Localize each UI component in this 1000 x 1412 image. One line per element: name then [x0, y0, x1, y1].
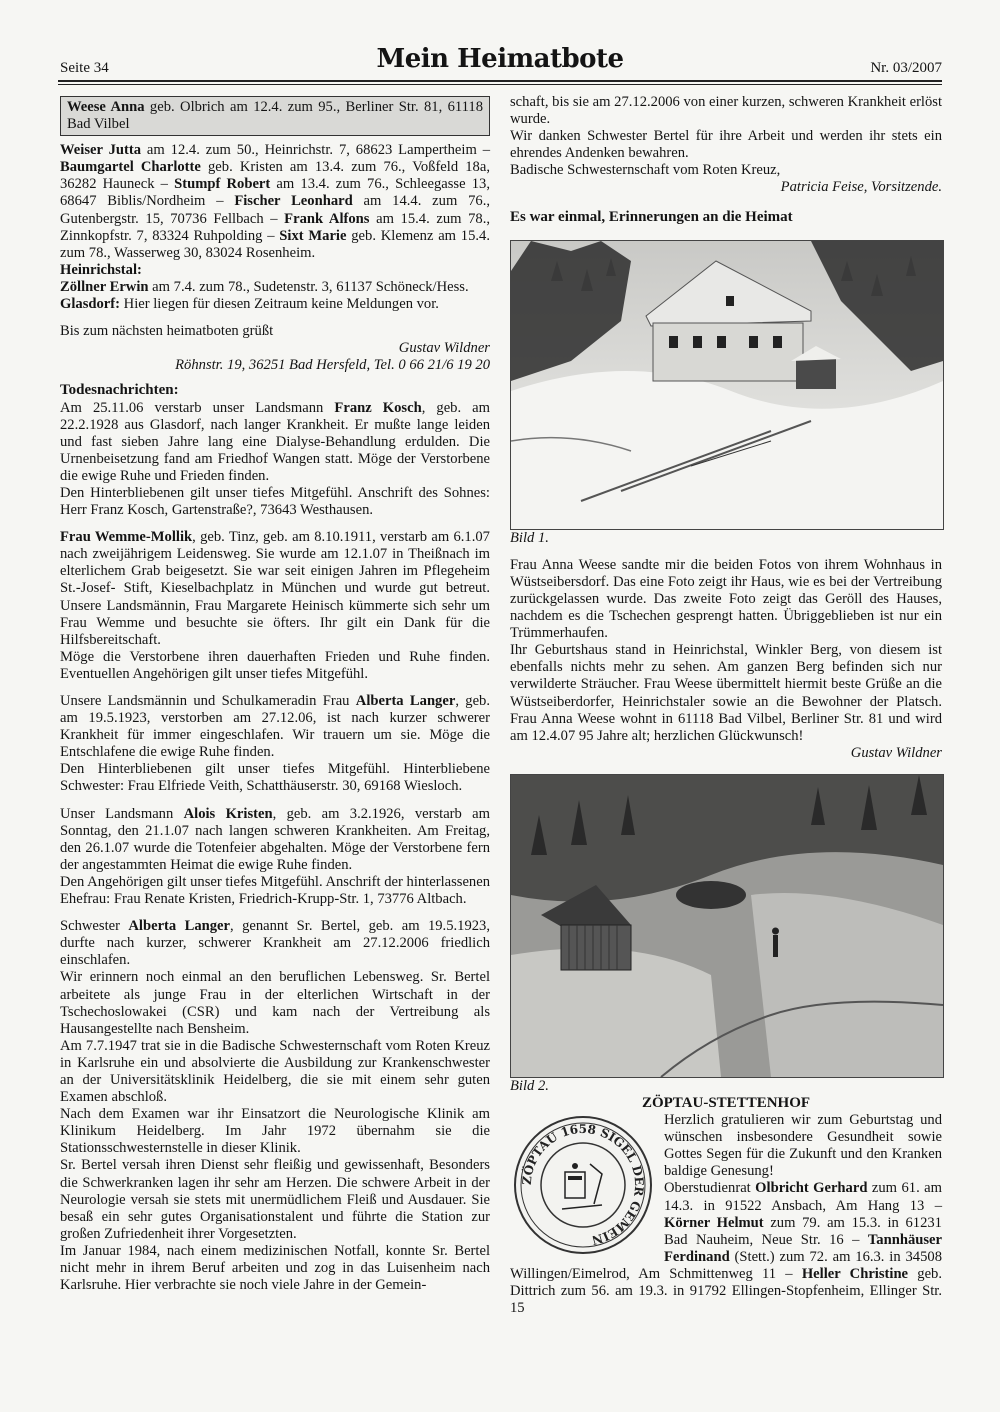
- memories-signature: Gustav Wildner: [850, 744, 942, 761]
- heinrichstal-heading: Heinrichstal:: [60, 261, 142, 278]
- glasdorf-entry: [60, 296, 490, 313]
- photo-ruins: [510, 774, 944, 1078]
- header-rule-thin: [58, 84, 942, 85]
- person-name: Baumgartel Charlotte: [60, 159, 201, 176]
- text: Schwester: [60, 918, 129, 935]
- bertel-paragraph-4: Sr. Bertel versah ihren Dienst sehr fleißig und gewissenhaft, Besonders die Schwerkranken lagen ihr sehr am Herzen. Die schwere Arbeit in der Neurologie versah sie stets mit unermüdlichem Fleiß und Ausdauer. Sie besaß ein sehr gutes Organisationstalent und führte die Station zur großen Zufriedenheit ihrer Vorgesetzten.: [60, 1157, 490, 1242]
- person-name: Weiser Jutta: [60, 142, 142, 159]
- person-name: Alberta Langer: [355, 693, 456, 709]
- town-seal-icon: [510, 1114, 656, 1256]
- text: Am 25.11.06 verstarb unser Landsmann: [60, 399, 335, 416]
- text: , genannt Sr. Bertel, geb. am 19.5.1923, durfte nach kurzer, schwerer Krankheit am 27.12.2006 friedlich einschlafen.: [60, 918, 490, 969]
- masthead-title: Mein Heimatbote: [376, 44, 624, 74]
- obituary-kristen: [60, 806, 490, 874]
- text: , geb. am 3.2.1926, verstarb am Sonntag, den 21.1.07 nach langen schweren Krankheiten. Am Freitag, den 26.1.07 wurde die Totenfeier abgehalten. Möge der Verstorbene fern der angestammten Heimat die ewige Ruhe finden.: [60, 805, 490, 873]
- memories-heading: Es war einmal, Erinnerungen an die Heimat: [510, 208, 793, 225]
- photo-caption-1: Bild 1.: [510, 529, 549, 546]
- heinrichstal-entry: [60, 279, 490, 296]
- bertel-paragraph-5: Im Januar 1984, nach einem medizinischen Notfall, konnte Sr. Bertel nicht mehr in ihrem Beruf arbeiten und zog in das Luisenheim nach Karlsruhe. Hier verbrachte sie noch viele Jahre in der Gemein-: [60, 1242, 490, 1294]
- organization-signature: Patricia Feise, Vorsitzende.: [780, 179, 942, 196]
- text: Unsere Landsmännin und Schulkameradin Frau: [60, 693, 356, 709]
- text: zum 79. am 15.3. in 61231 Bad Nauheim, Neue Str. 16 –: [664, 1214, 942, 1248]
- bertel-thanks: Wir danken Schwester Bertel für ihre Arbeit und werden ihr stets ein ehrendes Andenken bewahren.: [510, 128, 942, 162]
- left-column: [60, 94, 490, 1294]
- person-details: am 12.4. zum 50., Heinrichstr. 7, 68623 Lampertheim –: [141, 142, 490, 159]
- obituary-langer: [60, 693, 490, 761]
- memories-paragraph-2: Ihr Geburtshaus stand in Heinrichstal, Winkler Berg, von diesem ist ebenfalls nichts mehr zu sehen. Am ganzen Berg befinden sich nur verwilderte Sträucher. Frau Weese übermittelt hiermit beste Grüße an die Wüstseiberdorfer, Heinrichstaler sowie an die Bewohner der Platsch. Frau Anna Weese wohnt in 61118 Bad Vilbel, Berliner Str. 81 und wird am 12.4.07 95 Jahre alt; herzlichen Glückwunsch!: [510, 642, 942, 744]
- text: Unser Landsmann: [60, 805, 184, 822]
- person-details: geb. Kristen am 13.4. zum 76., Voßfeld 18a, 36282 Hauneck –: [60, 159, 490, 193]
- person-name: Tannhäuser Ferdinand: [664, 1231, 942, 1265]
- person-name: Franz Kosch: [334, 399, 422, 416]
- issue-number: Nr. 03/2007: [870, 60, 942, 76]
- text: , geb. Tinz, geb. am 8.10.1911, verstarb am 6.1.07 nach zweijährigem Leidensweg. Sie wurde am 12.1.07 in Theißnach im elterlichem Grab beigesetzt. Sie war seit einigen Jahren im Pflegeheim St.-Josef- Stift, Kieselbachplatz in München und wurde gut betreut. Unsere Landsmännin, Frau Margarete Heinisch kümmerte sich sehr um Frau Wemme und besuchte sie öfters. Ihr gilt ein Dank für die Hilfsbereitschaft.: [60, 529, 490, 648]
- person-name: Alois Kristen: [183, 805, 273, 822]
- obituary-kosch-address: Den Hinterbliebenen gilt unser tiefes Mitgefühl. Anschrift des Sohnes: Herr Franz Kosch, Gartenstraße?, 73643 Westhausen.: [60, 484, 490, 519]
- person-name: Alberta Langer: [128, 918, 231, 935]
- obituaries-heading: Todesnachrichten:: [60, 382, 179, 399]
- organization-line: Badische Schwesternschaft vom Roten Kreuz,: [510, 162, 781, 179]
- birthday-list: [60, 142, 490, 262]
- person-details: geb. Klemenz am 15.4. zum 78., Wasserweg 30, 83024 Rosenheim.: [60, 227, 490, 261]
- obituary-wemme: [60, 529, 490, 649]
- text: Oberstudienrat: [664, 1180, 756, 1197]
- person-name: Frau Wemme-Mollik: [60, 529, 193, 546]
- signature-address: Röhnstr. 19, 36251 Bad Hersfeld, Tel. 0 66 21/6 19 20: [175, 357, 490, 374]
- seal-text: ZÖPTAU 1658 SIGEL DER GEMEIN: [519, 1122, 647, 1248]
- memories-paragraph-1: Frau Anna Weese sandte mir die beiden Fotos von ihrem Wohnhaus in Wüstseibersdorf. Das eine Foto zeigt ihr Haus, wie es bei der Vertreibung zurückgelassen wurde. Das zweite Foto zeigt das Geröll des Hauses, nachdem es die Tschechen gesprengt hatten. Übriggeblieben ist nur ein Trümmerhaufen.: [510, 556, 942, 642]
- highlight-name: Weese Anna: [67, 99, 145, 115]
- page-number: Seite 34: [60, 60, 109, 76]
- obituary-langer-address: Den Hinterbliebenen gilt unser tiefes Mitgefühl. Hinterbliebene Schwester: Frau Elfriede Veith, Schatthäuserstr. 30, 69168 Wiesloch.: [60, 761, 490, 795]
- zoeptau-greeting: Herzlich gratulieren wir zum Geburtstag und wünschen insbesondere Gesundheit sowie Gottes Segen für die Zukunft und den Kranken baldige Genesung!: [664, 1112, 942, 1180]
- photo-caption-2: Bild 2.: [510, 1077, 549, 1094]
- person-name: Olbricht Gerhard: [755, 1180, 868, 1197]
- person-name: Körner Helmut: [664, 1214, 764, 1231]
- header-rule: [58, 80, 942, 82]
- right-column: [510, 94, 942, 1317]
- signature-name: Gustav Wildner: [398, 340, 490, 357]
- obituary-kristen-address: Den Angehörigen gilt unser tiefes Mitgefühl. Anschrift der hinterlassenen Ehefrau: Frau Renate Kristen, Friedrich-Krupp-Str. 1, 73776 Altbach.: [60, 873, 491, 908]
- bertel-continuation: schaft, bis sie am 27.12.2006 von einer kurzen, schweren Krankheit erlöst wurde.: [510, 94, 943, 128]
- text: (Stett.) zum 72. am 16.3. in 34508 Willingen/Eimelrod, Am Schmittenweg 11 –: [510, 1248, 942, 1282]
- person-name: Sixt Marie: [279, 227, 347, 244]
- person-name: Fischer Leonhard: [234, 193, 353, 210]
- person-name: Stumpf Robert: [174, 176, 271, 193]
- zoeptau-section: [510, 1112, 942, 1317]
- text: geb. Dittrich zum 56. am 19.3. in 91792 Ellingen-Stopfenheim, Ellinger Str. 15: [510, 1265, 942, 1317]
- bertel-paragraph-3: Nach dem Examen war ihr Einsatzort die Neurologische Klinik am Klinikum Heidelberg. Im Jahr 1972 übernahm sie die Stationsschwesternstelle in dieser Klinik.: [60, 1106, 490, 1157]
- person-name: Heller Christine: [801, 1265, 909, 1282]
- glasdorf-text: Hier liegen für diesen Zeitraum keine Meldungen vor.: [120, 296, 439, 313]
- person-details: am 13.4. zum 76., Schleegasse 13, 68647 Biblis/Nordheim –: [60, 176, 490, 210]
- text: zum 61. am 14.3. in 91522 Ansbach, Am Hang 13 –: [664, 1180, 942, 1214]
- person-details: am 7.4. zum 78., Sudetenstr. 3, 61137 Schöneck/Hess.: [148, 278, 469, 295]
- person-name: Zöllner Erwin: [60, 278, 149, 295]
- obituary-bertel: [60, 918, 490, 969]
- zoeptau-heading: ZÖPTAU-STETTENHOF: [641, 1094, 811, 1111]
- highlight-box: [60, 96, 490, 136]
- bertel-paragraph-2: Am 7.7.1947 trat sie in die Badische Schwesternschaft vom Roten Kreuz in Karlsruhe ein und absolvierte die Ausbildung zur Krankenschwester an der Universitätsklinik Heidelberg, die sie mit einem sehr guten Examen abschloß.: [60, 1037, 490, 1106]
- highlight-text: geb. Olbrich am 12.4. zum 95., Berliner Str. 81, 61118 Bad Vilbel: [67, 99, 483, 133]
- photo-house-winter: [510, 240, 944, 530]
- bertel-paragraph-1: Wir erinnern noch einmal an den beruflichen Lebensweg. Sr. Bertel arbeitete als junge Frau in der elterlichen Wirtschaft in der Tschechoslowakei (CSR) und kam nach der Vertreibung als Hausangestellte nach Bensheim.: [60, 969, 490, 1037]
- text: , geb. am 22.2.1928 aus Glasdorf, nach langer Krankheit. Er mußte lange leiden und fast sieben Jahre lang eine Dialyse-Behandlung erdulden. Die Urnenbeisetzung fand am Friedhof Wangen statt. Möge der Verstorbene die ewige Ruhe und Frieden finden.: [60, 399, 490, 484]
- text: , geb. am 19.5.1923, verstorben am 27.12.06, ist nach kurzer schwerer Krankheit für immer eingeschlafen. Wir trauern um sie. Möge die Entschlafene die ewige Ruhe finden.: [60, 693, 490, 761]
- obituary-kosch: [60, 400, 490, 485]
- person-name: Frank Alfons: [284, 210, 370, 227]
- greeting: Bis zum nächsten heimatboten grüßt: [60, 323, 274, 340]
- person-details: am 15.4. zum 78., Zinnkopfstr. 7, 83324 Ruhpolding –: [60, 210, 490, 244]
- glasdorf-heading: Glasdorf:: [60, 296, 120, 313]
- obituary-wemme-closing: Möge die Verstorbene ihren dauerhaften Frieden und Ruhe finden. Eventuellen Angehörigen gilt unser tiefes Mitgefühl.: [60, 648, 490, 682]
- person-details: am 14.4. zum 76., Gutenbergstr. 15, 70736 Fellbach –: [60, 193, 490, 227]
- page-header: [0, 0, 1000, 90]
